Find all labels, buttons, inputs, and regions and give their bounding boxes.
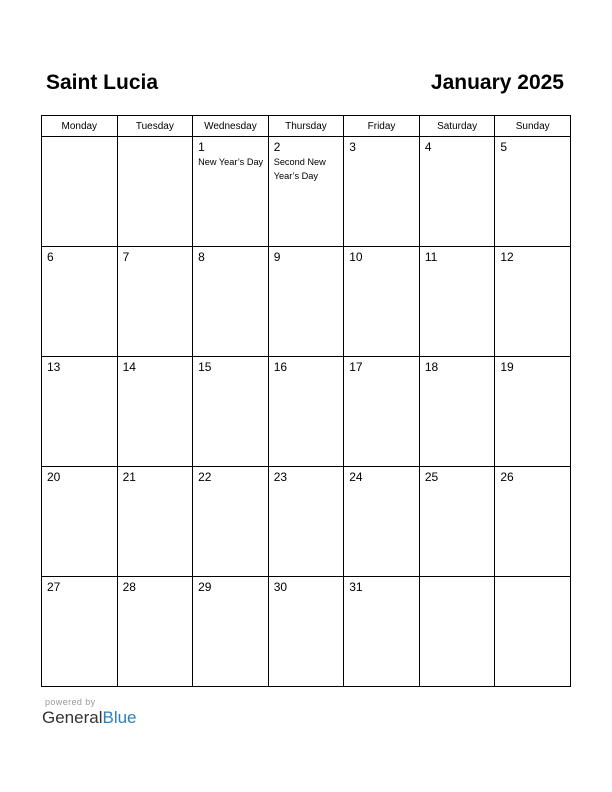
day-cell (419, 467, 495, 577)
day-number: 16 (273, 360, 288, 374)
day-cell (268, 137, 344, 247)
day-cell (193, 357, 269, 467)
day-cell (117, 467, 193, 577)
weekday-header-row (42, 116, 571, 137)
day-cell (419, 137, 495, 247)
day-number: 27 (47, 580, 61, 594)
calendar-week-row (42, 247, 571, 357)
calendar-body (42, 137, 571, 687)
day-number (420, 577, 495, 580)
day-number: 19 (500, 360, 514, 374)
generalblue-logo[interactable] (42, 708, 137, 728)
day-number (42, 137, 117, 140)
day-cell (495, 137, 571, 247)
day-number: 30 (273, 580, 288, 594)
weekday-header: Tuesday (117, 116, 193, 137)
day-number: 18 (424, 360, 439, 374)
day-cell (344, 247, 420, 357)
day-number (118, 137, 193, 140)
day-number: 12 (500, 250, 514, 264)
day-cell (495, 467, 571, 577)
calendar-grid (41, 115, 571, 687)
day-cell (419, 577, 495, 687)
weekday-header: Sunday (495, 116, 571, 137)
day-number: 9 (273, 250, 281, 264)
day-number: 25 (424, 470, 439, 484)
country-title: Saint Lucia (46, 71, 159, 94)
day-number: 21 (122, 470, 136, 484)
day-number: 6 (47, 250, 54, 264)
day-cell (344, 467, 420, 577)
powered-by-label: powered by (45, 697, 96, 707)
day-cell (495, 247, 571, 357)
day-number: 4 (424, 140, 432, 154)
day-number: 20 (47, 470, 61, 484)
day-number: 14 (122, 360, 136, 374)
holiday-label: Second New Year’s Day (273, 157, 326, 181)
weekday-header: Thursday (268, 116, 344, 137)
day-number: 13 (47, 360, 61, 374)
day-number: 24 (349, 470, 363, 484)
month-year-title: January 2025 (430, 71, 564, 94)
day-number: 11 (424, 250, 438, 264)
day-number: 22 (198, 470, 212, 484)
weekday-header: Wednesday (193, 116, 269, 137)
day-number: 26 (500, 470, 514, 484)
day-cell (42, 577, 118, 687)
day-cell (117, 357, 193, 467)
day-cell (117, 577, 193, 687)
holiday-label: New Year’s Day (198, 157, 264, 167)
weekday-header: Friday (344, 116, 420, 137)
day-number (495, 577, 570, 580)
day-cell (268, 467, 344, 577)
day-cell (268, 357, 344, 467)
day-number: 31 (349, 580, 363, 594)
day-cell (42, 357, 118, 467)
day-number: 1 (198, 140, 205, 154)
brand-part-general: General (42, 708, 103, 727)
day-cell (495, 357, 571, 467)
day-cell (268, 577, 344, 687)
day-cell (495, 577, 571, 687)
day-cell (344, 137, 420, 247)
day-cell (117, 137, 193, 247)
day-number: 10 (349, 250, 363, 264)
day-number: 2 (273, 140, 281, 154)
calendar-week-row (42, 357, 571, 467)
day-cell (344, 577, 420, 687)
day-cell (419, 247, 495, 357)
day-cell (117, 247, 193, 357)
day-number: 17 (349, 360, 363, 374)
day-cell (193, 577, 269, 687)
day-cell (419, 357, 495, 467)
calendar-week-row (42, 577, 571, 687)
day-number: 3 (349, 140, 356, 154)
day-number: 15 (198, 360, 212, 374)
day-number: 28 (122, 580, 136, 594)
day-cell (193, 467, 269, 577)
day-cell (344, 357, 420, 467)
day-cell (193, 247, 269, 357)
day-number: 8 (198, 250, 205, 264)
calendar-week-row (42, 467, 571, 577)
day-cell (42, 247, 118, 357)
day-cell (42, 137, 118, 247)
brand-part-blue: Blue (102, 708, 137, 727)
day-cell (42, 467, 118, 577)
day-number: 5 (500, 140, 508, 154)
weekday-header: Saturday (419, 116, 495, 137)
weekday-header: Monday (42, 116, 118, 137)
day-cell (193, 137, 269, 247)
day-number: 23 (273, 470, 288, 484)
day-number: 29 (198, 580, 212, 594)
day-cell (268, 247, 344, 357)
day-number: 7 (122, 250, 130, 264)
calendar-week-row (42, 137, 571, 247)
